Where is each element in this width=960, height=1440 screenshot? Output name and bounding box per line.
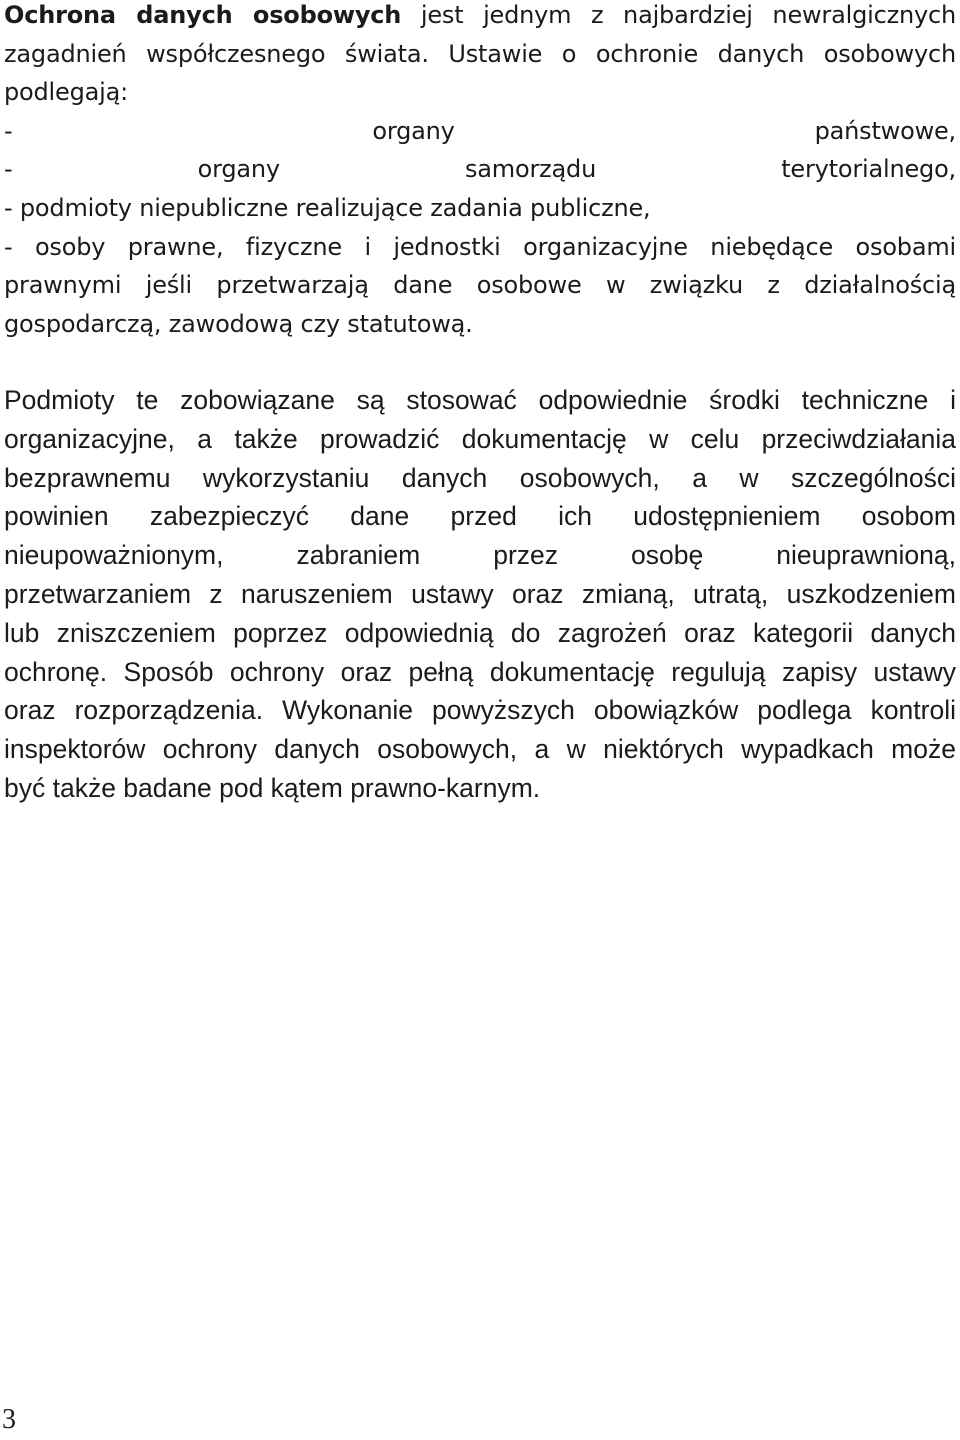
paragraph-last-line: być także badane pod kątem prawno-karnym. <box>4 772 541 803</box>
lead-text-rest: jest jednym z najbardziej newralgicznych <box>401 1 956 29</box>
bold-lead-text: Ochrona danych osobowych <box>4 1 402 29</box>
paragraph-line: nieupoważnionym, zabraniem przez osobę nieuprawnioną, <box>4 540 956 571</box>
list-item: - osoby prawne, fizyczne i jednostki organizacyjne niebędące osobami <box>4 232 956 261</box>
paragraph-line: zagadnień współczesnego świata. Ustawie o ochronie danych osobowych <box>4 39 956 68</box>
intro-paragraph <box>4 0 956 343</box>
paragraph-line: ochronę. Sposób ochrony oraz pełną dokumentację regulują zapisy ustawy <box>4 656 956 687</box>
paragraph-line: podlegają: <box>4 78 128 107</box>
list-item: - podmioty niepubliczne realizujące zadania publiczne, <box>4 193 651 222</box>
paragraph-line: inspektorów ochrony danych osobowych, a w niektórych wypadkach może <box>4 734 956 765</box>
paragraph-line <box>4 0 956 35</box>
obligations-paragraph <box>4 381 956 808</box>
list-item: - organy samorządu terytorialnego, <box>4 155 956 184</box>
paragraph-line: powinien zabezpieczyć dane przed ich udostępnieniem osobom <box>4 501 956 532</box>
list-item-continuation: prawnymi jeśli przetwarzają dane osobowe w związku z działalnością <box>4 271 956 300</box>
paragraph-line: organizacyjne, a także prowadzić dokumentację w celu przeciwdziałania <box>4 423 956 454</box>
paragraph-line: lub zniszczeniem poprzez odpowiednią do zagrożeń oraz kategorii danych <box>4 617 956 648</box>
paragraph-line: oraz rozporządzenia. Wykonanie powyższych obowiązków podlega kontroli <box>4 695 956 726</box>
list-item-continuation: gospodarczą, zawodową czy statutową. <box>4 309 473 338</box>
paragraph-line: przetwarzaniem z naruszeniem ustawy oraz zmianą, utratą, uszkodzeniem <box>4 578 956 609</box>
paragraph-line: Podmioty te zobowiązane są stosować odpowiednie środki techniczne i <box>4 385 956 415</box>
page-number: 3 <box>2 1404 16 1435</box>
paragraph-line: bezprawnemu wykorzystaniu danych osobowych, a w szczególności <box>4 462 956 493</box>
list-item: - organy państwowe, <box>4 116 956 145</box>
